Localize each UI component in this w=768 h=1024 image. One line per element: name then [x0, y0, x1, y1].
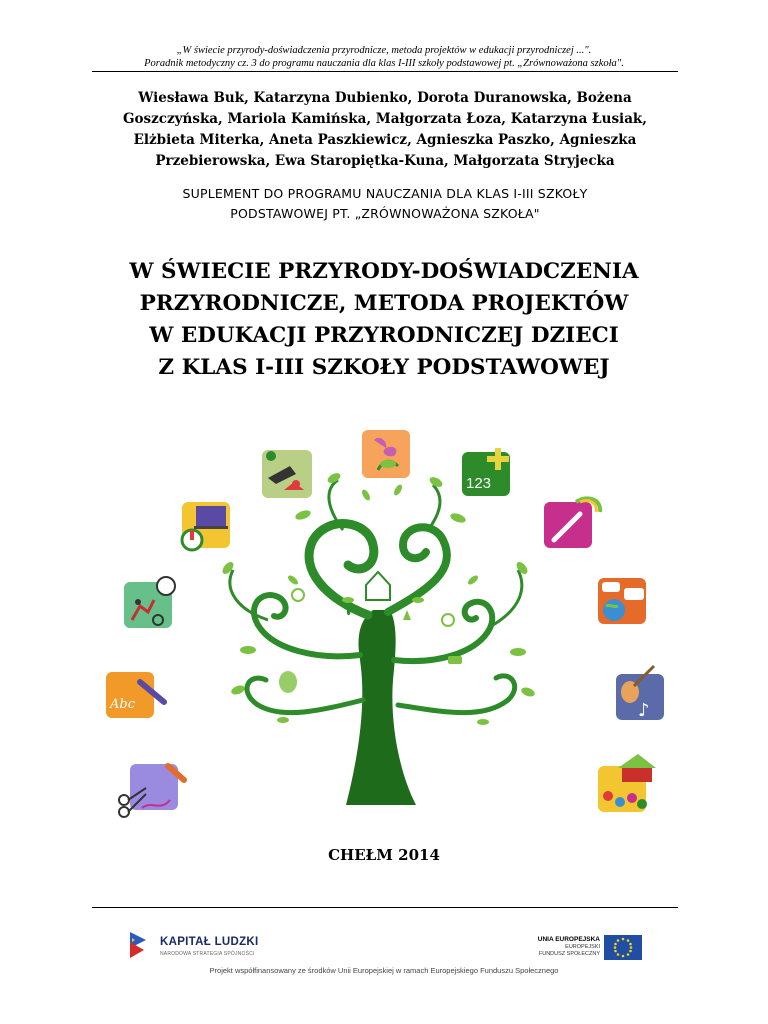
- kapital-ludzki-logo-icon: [124, 928, 152, 962]
- authors-line: Wiesława Buk, Katarzyna Dubienko, Dorota Duranowska, Bożena: [138, 90, 632, 106]
- authors-line: Elżbieta Miterka, Aneta Paszkiewicz, Agnieszka Paszko, Agnieszka: [133, 132, 637, 148]
- cofinancing-note: Projekt współfinansowany ze środków Unii Europejskiej w ramach Europejskiego Funduszu Społecznego: [209, 966, 559, 975]
- suplement-subtitle: [92, 184, 678, 224]
- tree-illustration: [98, 420, 670, 825]
- laptop-icon: [182, 502, 230, 550]
- scissors-craft-icon: [119, 764, 184, 817]
- title-line: PRZYRODNICZE, METODA PROJEKTÓW: [139, 291, 629, 316]
- running-header: [0, 44, 768, 70]
- header-line-2: Poradnik metodyczny cz. 3 do programu nauczania dla klas I-III szkoły podstawowej pt. „Zrównoważona szkoła".: [144, 58, 624, 69]
- title-line: Z KLAS I-III SZKOŁY PODSTAWOWEJ: [158, 355, 610, 380]
- footer-divider: [92, 907, 678, 908]
- abc-label: Abc: [110, 697, 135, 712]
- music-guitar-icon: [616, 666, 664, 721]
- eu-flag-icon: [604, 935, 642, 960]
- svg-text:♪: ♪: [638, 700, 650, 721]
- suplement-line: PODSTAWOWEJ PT. „ZRÓWNOWAŻONA SZKOŁA": [230, 206, 540, 221]
- eu-label: [520, 936, 600, 958]
- header-divider: [92, 71, 678, 72]
- eu-title: UNIA EUROPEJSKA: [537, 936, 600, 943]
- eu-sub-2: FUNDUSZ SPOŁECZNY: [538, 951, 600, 957]
- title-line: W ŚWIECIE PRZYRODY-DOŚWIADCZENIA: [129, 259, 639, 284]
- kapital-ludzki-subtitle: NARODOWA STRATEGIA SPÓJNOŚCI: [160, 951, 255, 957]
- place-year: CHEŁM 2014: [328, 846, 440, 864]
- eu-sub-1: EUROPEJSKI: [565, 944, 600, 950]
- title-line: W EDUKACJI PRZYRODNICZEJ DZIECI: [149, 323, 619, 348]
- authors-line: Goszczyńska, Mariola Kamińska, Małgorzata Łoza, Katarzyna Łusiak,: [123, 111, 647, 127]
- writing-abc-icon: [106, 672, 164, 718]
- math-123-label: 123: [466, 475, 492, 492]
- sports-stopwatch-icon: [124, 577, 175, 628]
- authors-line: Przebierowska, Ewa Staropiętka-Kuna, Małgorzata Stryjecka: [155, 153, 615, 169]
- kapital-ludzki-title: KAPITAŁ LUDZKI: [160, 936, 259, 948]
- document-title: [60, 256, 708, 384]
- reading-people-icon: [262, 450, 312, 498]
- math-123-icon: [462, 448, 510, 496]
- butterfly-plant-icon: [362, 430, 410, 478]
- suplement-line: SUPLEMENT DO PROGRAMU NAUCZANIA DLA KLAS I-III SZKOŁY: [182, 186, 588, 201]
- art-brush-icon: [544, 498, 600, 548]
- house-people-icon: [598, 754, 656, 812]
- authors-list: [92, 88, 678, 172]
- tree-icon: [220, 471, 536, 805]
- speech-globe-icon: [598, 578, 646, 624]
- header-line-1: „W świecie przyrody-doświadczenia przyrodnicze, metoda projektów w edukacji przyrodniczej ...".: [176, 45, 592, 56]
